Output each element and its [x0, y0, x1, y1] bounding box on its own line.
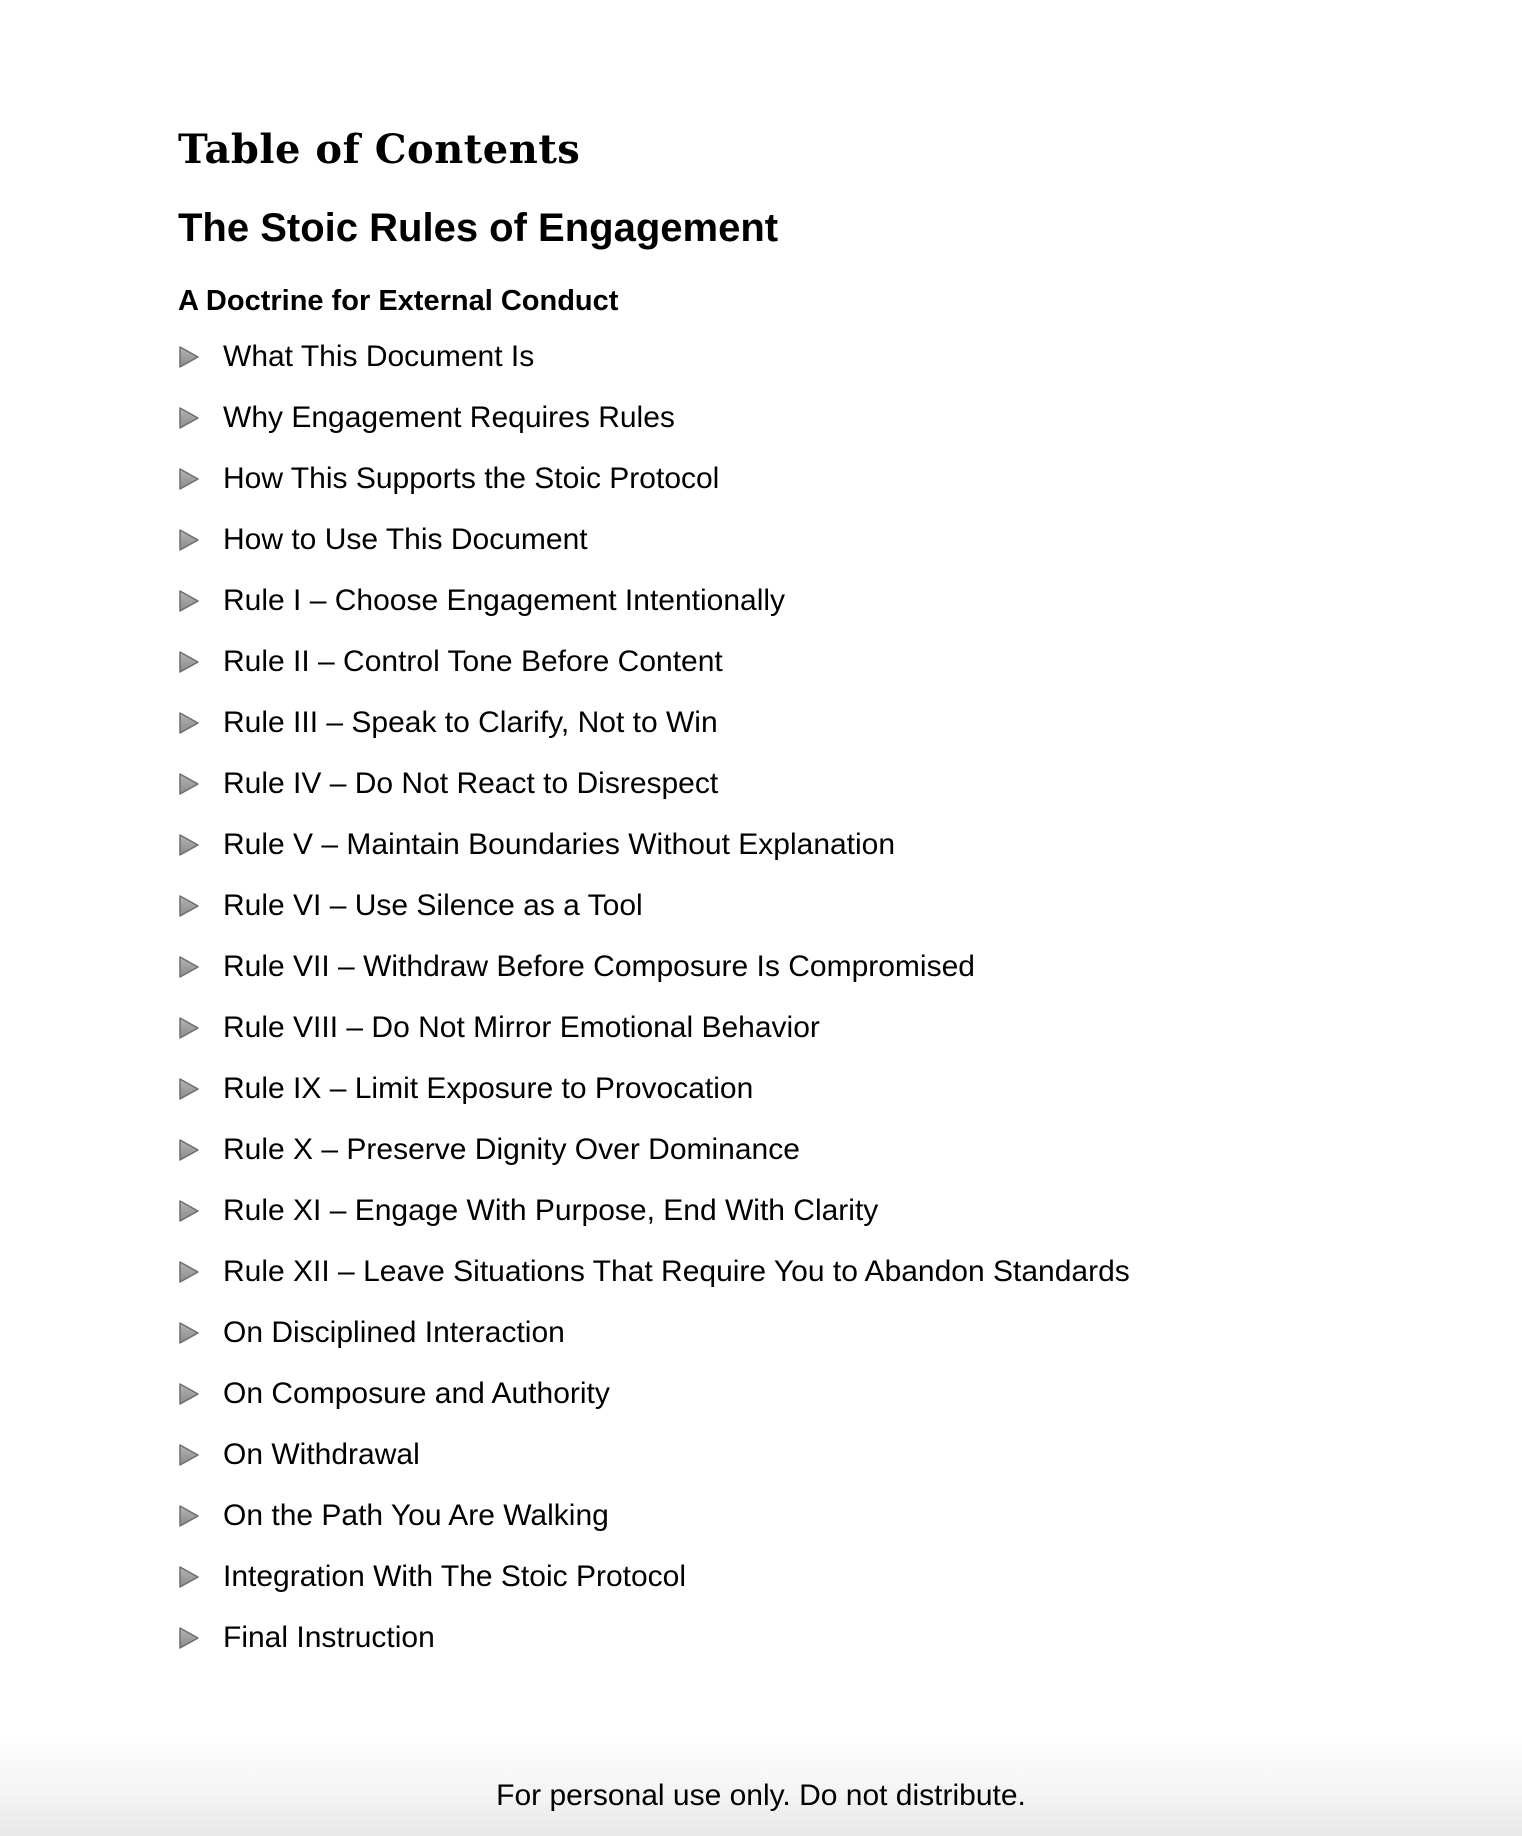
- toc-item[interactable]: [178, 326, 1378, 387]
- disclosure-triangle-icon[interactable]: [178, 1565, 223, 1589]
- toc-heading: Table of Contents: [178, 126, 581, 173]
- toc-item[interactable]: [178, 814, 1378, 875]
- toc-item[interactable]: [178, 1607, 1378, 1668]
- toc-item[interactable]: [178, 509, 1378, 570]
- toc-item-label[interactable]: What This Document Is: [223, 339, 535, 373]
- disclosure-triangle-icon[interactable]: [178, 406, 223, 430]
- document-page: [178, 118, 1378, 1668]
- document-title: The Stoic Rules of Engagement: [178, 206, 779, 250]
- toc-item-label[interactable]: Final Instruction: [223, 1620, 435, 1654]
- toc-item[interactable]: [178, 1424, 1378, 1485]
- disclosure-triangle-icon[interactable]: [178, 1504, 223, 1528]
- toc-item-label[interactable]: Rule IX – Limit Exposure to Provocation: [223, 1071, 754, 1105]
- footer: [0, 1736, 1522, 1836]
- toc-item-label[interactable]: On Disciplined Interaction: [223, 1315, 565, 1349]
- toc-item[interactable]: [178, 1485, 1378, 1546]
- toc-item-label[interactable]: How to Use This Document: [223, 522, 588, 556]
- toc-item[interactable]: [178, 692, 1378, 753]
- toc-item[interactable]: [178, 875, 1378, 936]
- toc-item[interactable]: [178, 1180, 1378, 1241]
- toc-item-label[interactable]: Rule VI – Use Silence as a Tool: [223, 888, 643, 922]
- toc-item[interactable]: [178, 570, 1378, 631]
- disclosure-triangle-icon[interactable]: [178, 467, 223, 491]
- toc-item[interactable]: [178, 387, 1378, 448]
- disclosure-triangle-icon[interactable]: [178, 345, 223, 369]
- disclosure-triangle-icon[interactable]: [178, 650, 223, 674]
- toc-item-label[interactable]: How This Supports the Stoic Protocol: [223, 461, 720, 495]
- disclosure-triangle-icon[interactable]: [178, 955, 223, 979]
- toc-item[interactable]: [178, 1058, 1378, 1119]
- toc-item-label[interactable]: Rule III – Speak to Clarify, Not to Win: [223, 705, 718, 739]
- toc-item-label[interactable]: On Withdrawal: [223, 1437, 420, 1471]
- toc-item[interactable]: [178, 997, 1378, 1058]
- toc-item-label[interactable]: Rule X – Preserve Dignity Over Dominance: [223, 1132, 800, 1166]
- disclosure-triangle-icon[interactable]: [178, 1138, 223, 1162]
- toc-item-label[interactable]: Rule V – Maintain Boundaries Without Explanation: [223, 827, 896, 861]
- toc-item[interactable]: [178, 631, 1378, 692]
- toc-item[interactable]: [178, 1546, 1378, 1607]
- toc-item-label[interactable]: Rule XII – Leave Situations That Require You to Abandon Standards: [223, 1254, 1130, 1288]
- toc-item[interactable]: [178, 1363, 1378, 1424]
- toc-item-label[interactable]: Rule IV – Do Not React to Disrespect: [223, 766, 719, 800]
- disclosure-triangle-icon[interactable]: [178, 833, 223, 857]
- disclosure-triangle-icon[interactable]: [178, 589, 223, 613]
- toc-item-label[interactable]: Integration With The Stoic Protocol: [223, 1559, 687, 1593]
- disclosure-triangle-icon[interactable]: [178, 1443, 223, 1467]
- disclosure-triangle-icon[interactable]: [178, 772, 223, 796]
- toc-item-label[interactable]: On the Path You Are Walking: [223, 1498, 609, 1532]
- toc-item-label[interactable]: Rule II – Control Tone Before Content: [223, 644, 723, 678]
- footer-notice: For personal use only. Do not distribute.: [496, 1779, 1026, 1812]
- document-subtitle: A Doctrine for External Conduct: [178, 285, 619, 317]
- toc-item[interactable]: [178, 1119, 1378, 1180]
- toc-item-label[interactable]: Rule VIII – Do Not Mirror Emotional Behavior: [223, 1010, 820, 1044]
- toc-list: [178, 326, 1378, 1668]
- disclosure-triangle-icon[interactable]: [178, 1077, 223, 1101]
- disclosure-triangle-icon[interactable]: [178, 1260, 223, 1284]
- disclosure-triangle-icon[interactable]: [178, 1199, 223, 1223]
- toc-item-label[interactable]: Rule VII – Withdraw Before Composure Is Compromised: [223, 949, 975, 983]
- toc-item-label[interactable]: Why Engagement Requires Rules: [223, 400, 675, 434]
- toc-item-label[interactable]: Rule XI – Engage With Purpose, End With Clarity: [223, 1193, 879, 1227]
- toc-item[interactable]: [178, 448, 1378, 509]
- disclosure-triangle-icon[interactable]: [178, 1626, 223, 1650]
- disclosure-triangle-icon[interactable]: [178, 1016, 223, 1040]
- disclosure-triangle-icon[interactable]: [178, 528, 223, 552]
- toc-item-label[interactable]: On Composure and Authority: [223, 1376, 610, 1410]
- toc-item[interactable]: [178, 1302, 1378, 1363]
- toc-item-label[interactable]: Rule I – Choose Engagement Intentionally: [223, 583, 786, 617]
- disclosure-triangle-icon[interactable]: [178, 1321, 223, 1345]
- toc-item[interactable]: [178, 1241, 1378, 1302]
- disclosure-triangle-icon[interactable]: [178, 1382, 223, 1406]
- disclosure-triangle-icon[interactable]: [178, 711, 223, 735]
- toc-item[interactable]: [178, 936, 1378, 997]
- disclosure-triangle-icon[interactable]: [178, 894, 223, 918]
- toc-item[interactable]: [178, 753, 1378, 814]
